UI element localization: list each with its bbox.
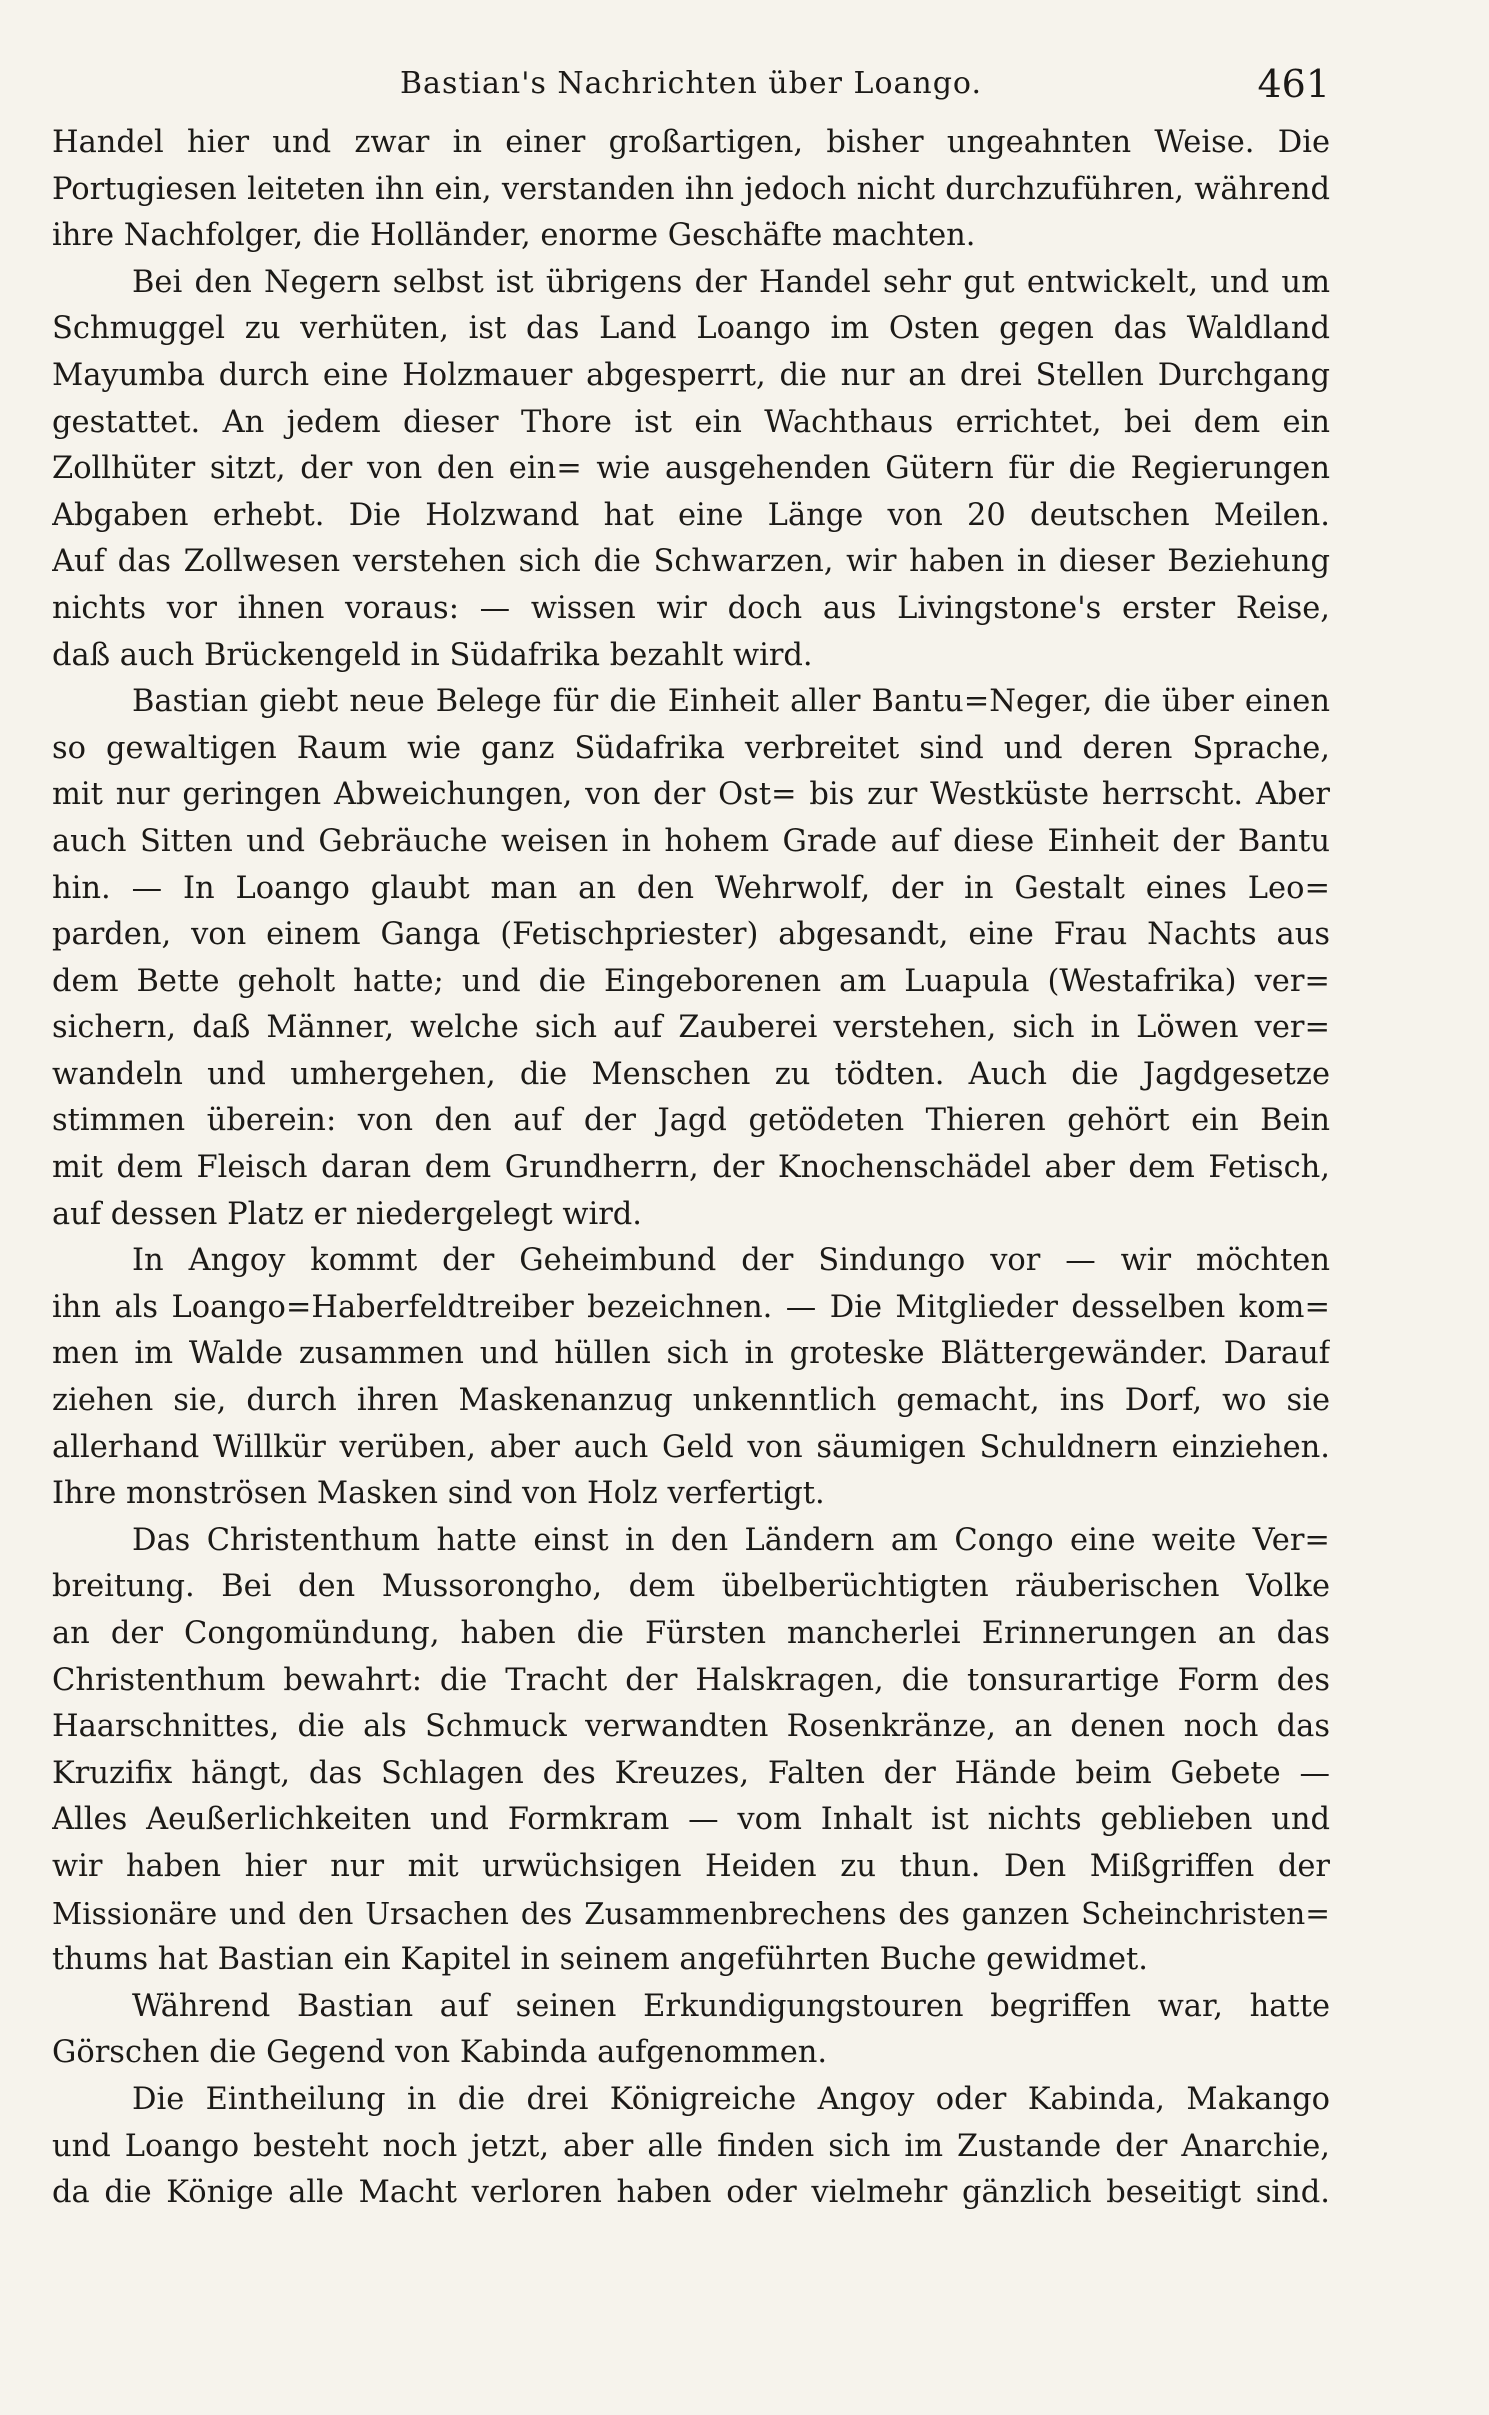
- text-line: men im Walde zusammen und hüllen sich in groteske Blättergewänder. Darauf: [52, 1336, 1330, 1372]
- text-line: Das Christenthum hatte einst in den Ländern am Congo eine weite Ver=: [132, 1522, 1330, 1558]
- text-line: nichts vor ihnen voraus: — wissen wir doch aus Livingstone's erster Reise,: [52, 590, 1330, 626]
- text-line: Handel hier und zwar in einer großartigen, bisher ungeahnten Weise. Die: [52, 125, 1330, 160]
- text-line: Görschen die Gegend von Kabinda aufgenommen.: [52, 2035, 828, 2071]
- text-line: mit nur geringen Abweichungen, von der Ost= bis zur Westküste herrscht. Aber: [52, 777, 1330, 813]
- text-line: Abgaben erhebt. Die Holzwand hat eine Länge von 20 deutschen Meilen.: [52, 497, 1330, 533]
- body-text: [52, 120, 1330, 2217]
- text-line: wandeln und umhergehen, die Menschen zu tödten. Auch die Jagdgesetze: [52, 1056, 1330, 1092]
- text-line: thums hat Bastian ein Kapitel in seinem angeführten Buche gewidmet.: [52, 1942, 1148, 1978]
- text-line: parden, von einem Ganga (Fetischpriester) abgesandt, eine Frau Nachts aus: [52, 917, 1330, 953]
- text-line: Missionäre und den Ursachen des Zusammenbrechens des ganzen Scheinchristen=: [52, 1896, 1330, 1931]
- text-line: Haarschnittes, die als Schmuck verwandten Rosenkränze, an denen noch das: [52, 1709, 1330, 1745]
- text-line: da die Könige alle Macht verloren haben oder vielmehr gänzlich beseitigt sind.: [52, 2175, 1330, 2211]
- text-line: mit dem Fleisch daran dem Grundherrn, der Knochenschädel aber dem Fetisch,: [52, 1150, 1330, 1186]
- text-line: stimmen überein: von den auf der Jagd getödeten Thieren gehört ein Bein: [52, 1103, 1330, 1139]
- text-line: Schmuggel zu verhüten, ist das Land Loango im Osten gegen das Waldland: [52, 311, 1330, 347]
- text-line: Die Eintheilung in die drei Königreiche Angoy oder Kabinda, Makango: [132, 2081, 1330, 2117]
- text-line: auch Sitten und Gebräuche weisen in hohem Grade auf diese Einheit der Bantu: [52, 823, 1330, 859]
- text-line: so gewaltigen Raum wie ganz Südafrika verbreitet sind und deren Sprache,: [52, 730, 1330, 766]
- text-line: daß auch Brückengeld in Südafrika bezahlt wird.: [52, 637, 813, 673]
- text-line: ziehen sie, durch ihren Maskenanzug unkenntlich gemacht, ins Dorf, wo sie: [52, 1383, 1330, 1419]
- text-line: sichern, daß Männer, welche sich auf Zauberei verstehen, sich in Löwen ver=: [52, 1010, 1330, 1046]
- text-line: Zollhüter sitzt, der von den ein= wie ausgehenden Gütern für die Regierungen: [52, 451, 1330, 487]
- text-line: allerhand Willkür verüben, aber auch Geld von säumigen Schuldnern einziehen.: [52, 1429, 1330, 1465]
- text-line: und Loango besteht noch jetzt, aber alle finden sich im Zustande der Anarchie,: [52, 2128, 1330, 2164]
- running-title: Bastian's Nachrichten über Loango.: [400, 66, 982, 101]
- text-line: Auf das Zollwesen verstehen sich die Schwarzen, wir haben in dieser Beziehung: [52, 544, 1330, 580]
- text-line: Mayumba durch eine Holzmauer abgesperrt, die nur an drei Stellen Durchgang: [52, 357, 1330, 393]
- text-line: Kruzifix hängt, das Schlagen des Kreuzes, Falten der Hände beim Gebete —: [52, 1755, 1330, 1791]
- running-head: [52, 62, 1330, 112]
- text-line: an der Congomündung, haben die Fürsten mancherlei Erinnerungen an das: [52, 1616, 1330, 1651]
- text-line: ihn als Loango=Haberfeldtreiber bezeichnen. — Die Mitglieder desselben kom=: [52, 1289, 1330, 1325]
- text-line: Bastian giebt neue Belege für die Einheit aller Bantu=Neger, die über einen: [132, 684, 1330, 720]
- page-number: 461: [1257, 62, 1330, 106]
- text-line: hin. — In Loango glaubt man an den Wehrwolf, der in Gestalt eines Leo=: [52, 870, 1330, 906]
- text-line: In Angoy kommt der Geheimbund der Sindungo vor — wir möchten: [132, 1243, 1330, 1279]
- text-line: Alles Aeußerlichkeiten und Formkram — vom Inhalt ist nichts geblieben und: [52, 1802, 1330, 1838]
- text-line: wir haben hier nur mit urwüchsigen Heiden zu thun. Den Mißgriffen der: [52, 1848, 1330, 1884]
- text-line: auf dessen Platz er niedergelegt wird.: [52, 1196, 642, 1232]
- text-line: Portugiesen leiteten ihn ein, verstanden ihn jedoch nicht durchzuführen, während: [52, 171, 1330, 207]
- text-line: ihre Nachfolger, die Holländer, enorme Geschäfte machten.: [52, 218, 976, 254]
- text-line: gestattet. An jedem dieser Thore ist ein Wachthaus errichtet, bei dem ein: [52, 404, 1330, 440]
- text-line: Bei den Negern selbst ist übrigens der Handel sehr gut entwickelt, und um: [132, 264, 1330, 300]
- text-line: Ihre monströsen Masken sind von Holz verfertigt.: [52, 1476, 825, 1512]
- text-line: Christenthum bewahrt: die Tracht der Halskragen, die tonsurartige Form des: [52, 1662, 1330, 1698]
- text-line: breitung. Bei den Mussorongho, dem übelberüchtigten räuberischen Volke: [52, 1569, 1330, 1605]
- text-line: Während Bastian auf seinen Erkundigungstouren begriffen war, hatte: [132, 1988, 1330, 2024]
- text-line: dem Bette geholt hatte; und die Eingeborenen am Luapula (Westafrika) ver=: [52, 963, 1330, 999]
